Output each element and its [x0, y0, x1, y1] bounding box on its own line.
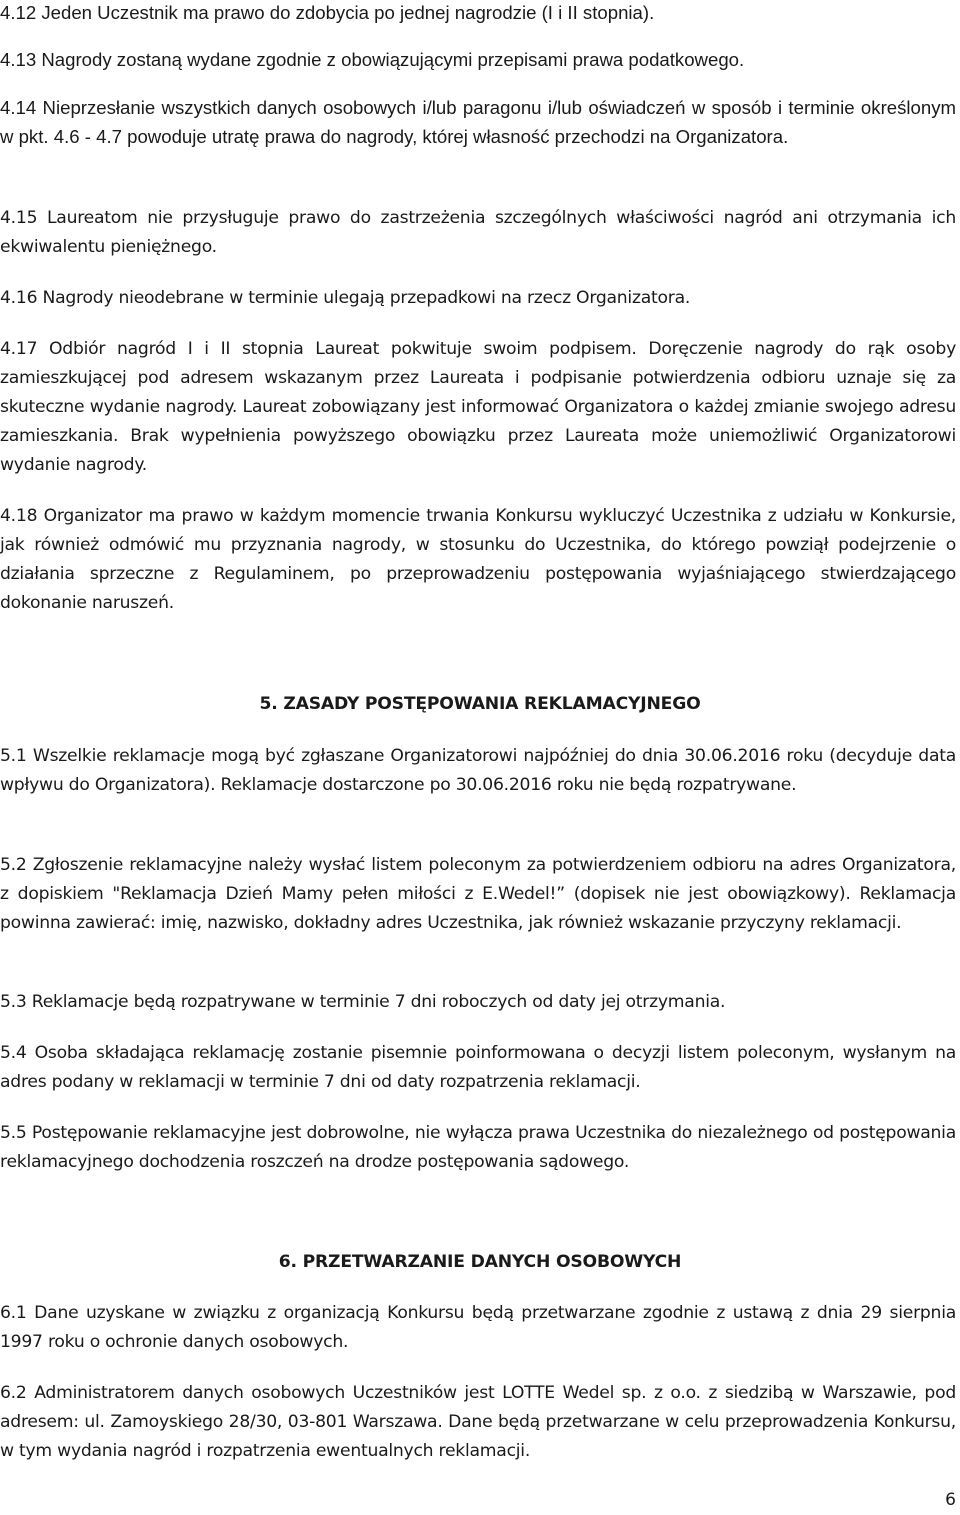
paragraph-4-12: 4.12 Jeden Uczestnik ma prawo do zdobycia po jednej nagrodzie (I i II stopnia).: [0, 2, 655, 23]
paragraph-4-13: 4.13 Nagrody zostaną wydane zgodnie z obowiązującymi przepisami prawa podatkowego.: [0, 49, 745, 70]
page-number: 6: [945, 1490, 956, 1510]
paragraph-4-18: 4.18 Organizator ma prawo w każdym momencie trwania Konkursu wykluczyć Uczestnika z udziału w Konkursie, jak również odmówić mu przyznania nagrody, w stosunku do Uczestnika, do którego powziął podejrzenie o działania sprzeczne z Regulaminem, po przeprowadzeniu postępowania wyjaśniającego stwierdzającego dokonanie naruszeń.: [0, 506, 956, 613]
paragraph-4-16: 4.16 Nagrody nieodebrane w terminie ulegają przepadkowi na rzecz Organizatora.: [0, 288, 691, 308]
section-5-heading: 5. ZASADY POSTĘPOWANIA REKLAMACYJNEGO: [259, 694, 701, 714]
section-6-heading: 6. PRZETWARZANIE DANYCH OSOBOWYCH: [278, 1252, 682, 1272]
paragraph-5-5: 5.5 Postępowanie reklamacyjne jest dobrowolne, nie wyłącza prawa Uczestnika do niezależnego od postępowania reklamacyjnego dochodzenia roszczeń na drodze postępowania sądowego.: [0, 1123, 956, 1172]
paragraph-4-14: 4.14 Nieprzesłanie wszystkich danych osobowych i/lub paragonu i/lub oświadczeń w sposób i terminie określonym w pkt. 4.6 - 4.7 powoduje utratę prawa do nagrody, której własność przechodzi na Organizatora.: [0, 97, 956, 147]
paragraph-5-4: 5.4 Osoba składająca reklamację zostanie pisemnie poinformowana o decyzji listem poleconym, wysłanym na adres podany w reklamacji w terminie 7 dni od daty rozpatrzenia reklamacji.: [0, 1043, 956, 1092]
paragraph-6-2: 6.2 Administratorem danych osobowych Uczestników jest LOTTE Wedel sp. z o.o. z siedzibą w Warszawie, pod adresem: ul. Zamoyskiego 28/30, 03-801 Warszawa. Dane będą przetwarzane w celu przeprowadzenia Konkursu, w tym wydania nagród i rozpatrzenia ewentualnych reklamacji.: [0, 1383, 956, 1461]
paragraph-5-2: 5.2 Zgłoszenie reklamacyjne należy wysłać listem poleconym za potwierdzeniem odbioru na adres Organizatora, z dopiskiem "Reklamacja Dzień Mamy pełen miłości z E.Wedel!” (dopisek nie jest obowiązkowy). Reklamacja powinna zawierać: imię, nazwisko, dokładny adres Uczestnika, jak również wskazanie przyczyny reklamacji.: [0, 855, 956, 933]
paragraph-6-1: 6.1 Dane uzyskane w związku z organizacją Konkursu będą przetwarzane zgodnie z ustawą z dnia 29 sierpnia 1997 roku o ochronie danych osobowych.: [0, 1303, 956, 1352]
paragraph-5-1: 5.1 Wszelkie reklamacje mogą być zgłaszane Organizatorowi najpóźniej do dnia 30.06.2016 roku (decyduje data wpływu do Organizatora). Reklamacje dostarczone po 30.06.2016 roku nie będą rozpatrywane.: [0, 746, 956, 795]
paragraph-4-17: 4.17 Odbiór nagród I i II stopnia Laureat pokwituje swoim podpisem. Doręczenie nagrody do rąk osoby zamieszkującej pod adresem wskazanym przez Laureata i podpisanie potwierdzenia odbioru uznaje się za skuteczne wydanie nagrody. Laureat zobowiązany jest informować Organizatora o każdej zmianie swojego adresu zamieszkania. Brak wypełnienia powyższego obowiązku przez Laureata może uniemożliwić Organizatorowi wydanie nagrody.: [0, 339, 956, 475]
paragraph-4-15: 4.15 Laureatom nie przysługuje prawo do zastrzeżenia szczególnych właściwości nagród ani otrzymania ich ekwiwalentu pieniężnego.: [0, 208, 956, 257]
paragraph-5-3: 5.3 Reklamacje będą rozpatrywane w terminie 7 dni roboczych od daty jej otrzymania.: [0, 992, 726, 1012]
